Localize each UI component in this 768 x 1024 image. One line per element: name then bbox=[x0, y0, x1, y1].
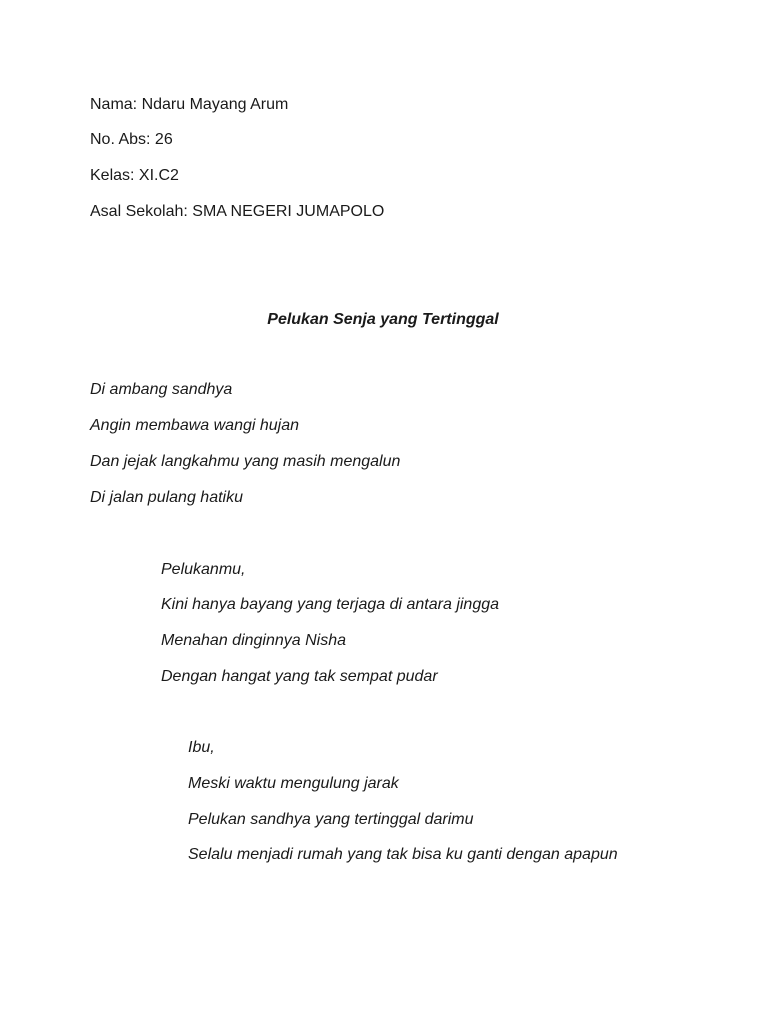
poem-title: Pelukan Senja yang Tertinggal bbox=[267, 311, 499, 328]
student-class: Kelas: XI.C2 bbox=[90, 167, 179, 184]
poem-line: Di jalan pulang hatiku bbox=[90, 489, 243, 506]
poem-line: Dengan hangat yang tak sempat pudar bbox=[161, 668, 438, 685]
poem-line: Pelukanmu, bbox=[161, 561, 246, 578]
poem-line: Angin membawa wangi hujan bbox=[90, 417, 300, 434]
poem-line: Ibu, bbox=[188, 739, 215, 756]
student-school: Asal Sekolah: SMA NEGERI JUMAPOLO bbox=[90, 203, 385, 220]
student-number: No. Abs: 26 bbox=[90, 131, 173, 148]
poem-line: Kini hanya bayang yang terjaga di antara jingga bbox=[161, 596, 500, 613]
student-name: Nama: Ndaru Mayang Arum bbox=[90, 96, 289, 113]
poem-line: Meski waktu mengulung jarak bbox=[188, 775, 399, 792]
poem-line: Dan jejak langkahmu yang masih mengalun bbox=[90, 453, 401, 470]
poem-line: Selalu menjadi rumah yang tak bisa ku ganti dengan apapun bbox=[188, 846, 618, 863]
poem-line: Menahan dinginnya Nisha bbox=[161, 632, 347, 649]
poem-line: Di ambang sandhya bbox=[90, 381, 233, 398]
poem-line: Pelukan sandhya yang tertinggal darimu bbox=[188, 811, 474, 828]
